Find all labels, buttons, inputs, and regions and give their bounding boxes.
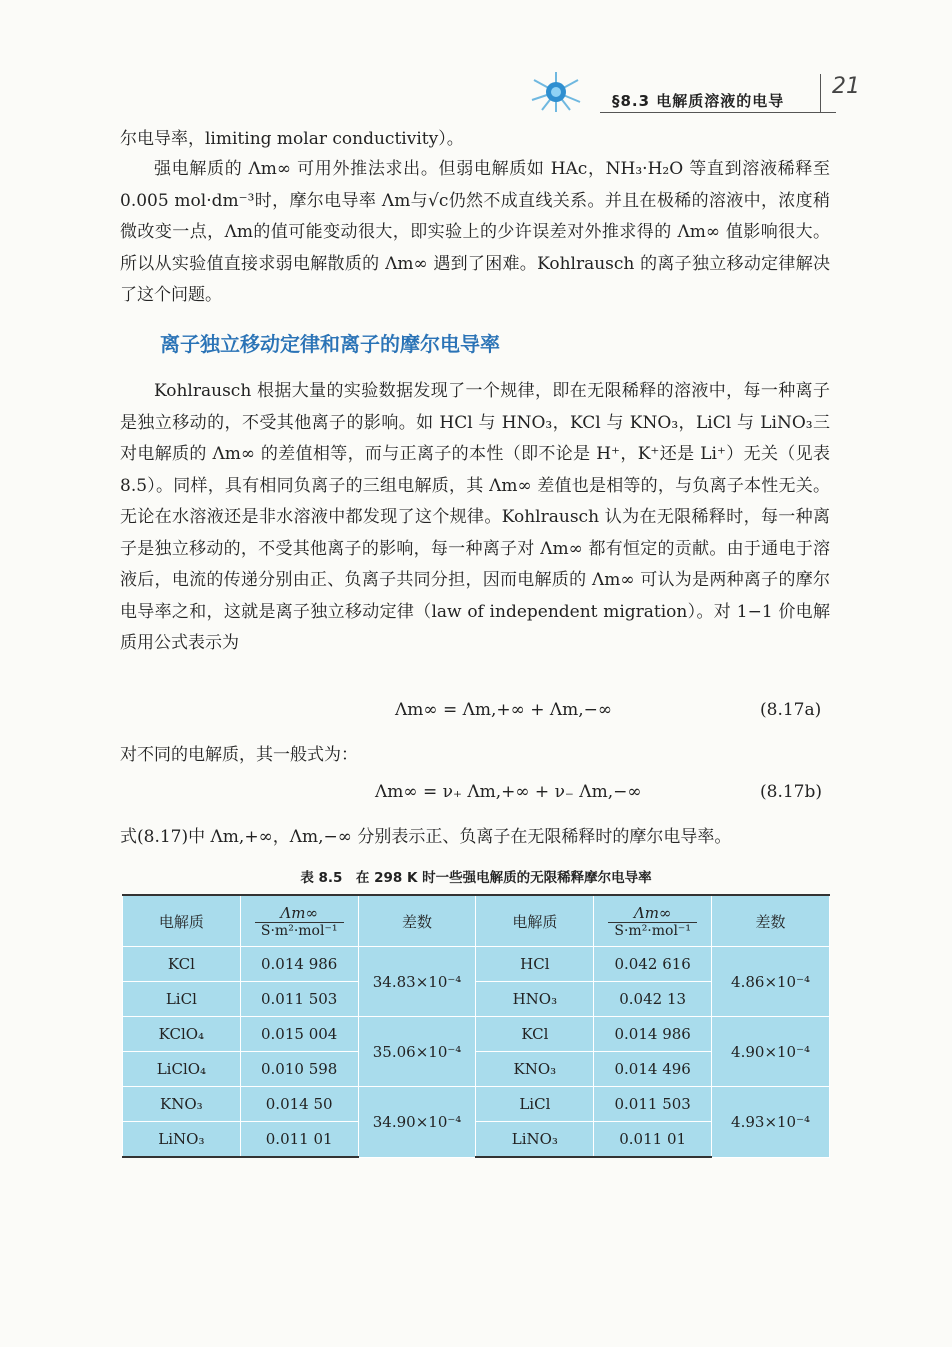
cell-value: 0.011 01 <box>240 1122 358 1158</box>
paragraph-4: 式(8.17)中 Λm,+∞，Λm,−∞ 分别表示正、负离子在无限稀释时的摩尔电导率。 <box>120 827 732 847</box>
formula-8-17a: Λm∞ = Λm,+∞ + Λm,−∞ <box>395 700 613 720</box>
page-header <box>528 60 868 120</box>
table-header-row <box>123 895 830 947</box>
atom-logo-icon <box>528 70 584 114</box>
cell-diff: 4.90×10⁻⁴ <box>712 1017 830 1087</box>
cell-name: LiCl <box>123 982 241 1017</box>
cell-name: KCl <box>123 947 241 982</box>
cell-value: 0.014 986 <box>240 947 358 982</box>
cell-value: 0.010 598 <box>240 1052 358 1087</box>
cell-name: HCl <box>476 947 594 982</box>
paragraph-3: 对不同的电解质，其一般式为： <box>120 745 358 765</box>
cell-name: KNO₃ <box>123 1087 241 1122</box>
cell-name: KCl <box>476 1017 594 1052</box>
table-row <box>123 1087 830 1122</box>
cell-name: LiCl <box>476 1087 594 1122</box>
table-row <box>123 947 830 982</box>
cell-diff: 4.86×10⁻⁴ <box>712 947 830 1017</box>
paragraph-1: 强电解质的 Λm∞ 可用外推法求出。但弱电解质如 HAc，NH₃·H₂O 等直到溶液稀释至 0.005 mol·dm⁻³时，摩尔电导率 Λm与√c仍然不成直线关系。并且在极稀的溶液中，浓度稍微改变一点，Λm的值可能变动很大，即实验上的少许误差对外推求得的 Λm∞ 值影响很大。所以从实验值直接求弱电解散质的 Λm∞ 遇到了困难。Kohlrausch 的离子独立移动定律解决了这个问题。 <box>120 159 830 305</box>
paragraph-2: Kohlrausch 根据大量的实验数据发现了一个规律，即在无限稀释的溶液中，每一种离子是独立移动的，不受其他离子的影响。如 HCl 与 HNO₃，KCl 与 KNO₃，LiCl 与 LiNO₃三对电解质的 Λm∞ 的差值相等，而与正离子的本性（即不论是 H⁺，K⁺还是 Li⁺）无关（见表 8.5）。同样，具有相同负离子的三组电解质，其 Λm∞ 差值也是相等的，与负离子本性无关。无论在水溶液还是非水溶液中都发现了这个规律。Kohlrausch 认为在无限稀释时，每一种离子是独立移动的，不受其他离子的影响，每一种离子对 Λm∞ 都有恒定的贡献。由于通电于溶液后，电流的传递分别由正、负离子共同分担，因而电解质的 Λm∞ 可认为是两种离子的摩尔电导率之和，这就是离子独立移动定律（law of independent migration）。对 1−1 价电解质用公式表示为 <box>120 381 830 653</box>
formula-8-17b: Λm∞ = ν₊ Λm,+∞ + ν₋ Λm,−∞ <box>375 782 642 802</box>
cell-diff: 35.06×10⁻⁴ <box>358 1017 476 1087</box>
cell-value: 0.014 50 <box>240 1087 358 1122</box>
header-diff-left: 差数 <box>358 895 476 947</box>
table-caption: 表 8.5 在 298 K 时一些强电解质的无限稀释摩尔电导率 <box>300 870 652 886</box>
header-lambda-unit: S·m²·mol⁻¹ <box>260 922 338 939</box>
cell-diff: 34.90×10⁻⁴ <box>358 1087 476 1158</box>
page-number: 21 <box>832 74 860 99</box>
cell-value: 0.014 986 <box>594 1017 712 1052</box>
cell-name: LiClO₄ <box>123 1052 241 1087</box>
cell-value: 0.015 004 <box>240 1017 358 1052</box>
conductivity-table <box>122 894 830 1158</box>
section-title: §8.3 电解质溶液的电导 <box>612 92 785 110</box>
header-lambda-symbol: Λm∞ <box>255 904 344 923</box>
cell-name: KNO₃ <box>476 1052 594 1087</box>
header-electrolyte-left: 电解质 <box>123 895 241 947</box>
header-electrolyte-right: 电解质 <box>476 895 594 947</box>
cell-name: KClO₄ <box>123 1017 241 1052</box>
table-row <box>123 1017 830 1052</box>
cell-name: HNO₃ <box>476 982 594 1017</box>
header-lambda-symbol: Λm∞ <box>608 904 697 923</box>
section-heading: 离子独立移动定律和离子的摩尔电导率 <box>160 332 500 356</box>
cell-value: 0.011 503 <box>594 1087 712 1122</box>
cell-value: 0.014 496 <box>594 1052 712 1087</box>
cell-name: LiNO₃ <box>123 1122 241 1158</box>
cell-value: 0.042 616 <box>594 947 712 982</box>
equation-number-8-17b: (8.17b) <box>760 782 822 802</box>
header-lambda-left <box>240 895 358 947</box>
header-rule <box>600 112 836 113</box>
cell-value: 0.011 01 <box>594 1122 712 1158</box>
cell-value: 0.011 503 <box>240 982 358 1017</box>
cell-diff: 34.83×10⁻⁴ <box>358 947 476 1017</box>
header-divider <box>820 74 821 112</box>
cell-name: LiNO₃ <box>476 1122 594 1158</box>
paragraph-0: 尔电导率，limiting molar conductivity）。 <box>120 129 464 149</box>
equation-number-8-17a: (8.17a) <box>760 700 822 720</box>
header-lambda-unit: S·m²·mol⁻¹ <box>614 922 691 939</box>
header-diff-right: 差数 <box>712 895 830 947</box>
header-lambda-right <box>594 895 712 947</box>
cell-value: 0.042 13 <box>594 982 712 1017</box>
cell-diff: 4.93×10⁻⁴ <box>712 1087 830 1158</box>
